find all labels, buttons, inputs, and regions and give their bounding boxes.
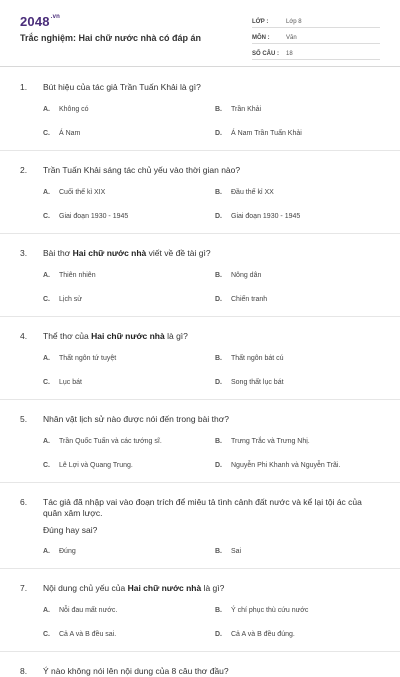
option-letter: D.: [215, 378, 222, 386]
option-text: Sai: [231, 547, 242, 555]
question-text-part: là gì?: [164, 331, 188, 341]
meta-value: 18: [286, 51, 293, 57]
option-text: Đầu thế kỉ XX: [231, 188, 274, 196]
option-letter: D.: [215, 212, 222, 220]
option-text: Chiến tranh: [231, 295, 268, 303]
question-number: 5.: [20, 414, 28, 424]
answer-option[interactable]: [215, 128, 375, 138]
option-text: Thất ngôn tứ tuyệt: [59, 354, 117, 362]
option-text: Nông dân: [231, 271, 262, 279]
question-item: [0, 569, 400, 652]
answer-option[interactable]: [43, 546, 215, 556]
header-divider: [0, 66, 400, 67]
question-text: [0, 483, 400, 519]
question-text: [0, 400, 400, 425]
question-text-bold: Hai chữ nước nhà: [72, 248, 147, 258]
answer-option[interactable]: [215, 436, 375, 446]
question-text: [0, 569, 400, 594]
answer-option[interactable]: [215, 377, 375, 387]
question-item: [0, 317, 400, 400]
question-text: [0, 317, 400, 342]
option-text: Cả A và B đều sai.: [59, 630, 117, 638]
question-subtext: Đúng hay sai?: [43, 525, 98, 535]
option-letter: B.: [215, 606, 222, 614]
answer-option[interactable]: [43, 629, 215, 639]
question-item: [0, 483, 400, 569]
option-text: Lục bát: [59, 378, 82, 386]
answer-options: [0, 535, 400, 556]
question-item: [0, 151, 400, 234]
option-letter: C.: [43, 212, 50, 220]
question-text: [0, 151, 400, 176]
answer-option[interactable]: [215, 294, 375, 304]
question-number: 4.: [20, 331, 28, 341]
option-text: Nỗi đau mất nước.: [59, 606, 118, 614]
option-letter: D.: [215, 129, 222, 137]
question-text-part: Trần Tuấn Khải sáng tác chủ yếu vào thời gian nào?: [43, 165, 241, 175]
option-text: Cả A và B đều đúng.: [231, 630, 295, 638]
question-text: [0, 68, 400, 93]
option-text: Song thất lục bát: [231, 378, 284, 386]
option-letter: D.: [215, 630, 222, 638]
option-letter: B.: [215, 188, 222, 196]
option-text: Thiên nhiên: [59, 271, 96, 279]
answer-option[interactable]: [215, 629, 375, 639]
option-text: Trần Khải: [231, 105, 262, 113]
option-letter: C.: [43, 630, 50, 638]
question-number: 7.: [20, 583, 28, 593]
answer-option[interactable]: [43, 294, 215, 304]
option-text: Thất ngôn bát cú: [231, 354, 284, 362]
option-letter: A.: [43, 547, 50, 555]
meta-key: LỚP :: [252, 19, 269, 25]
question-number: 2.: [20, 165, 28, 175]
option-text: Giai đoạn 1930 - 1945: [59, 212, 129, 220]
answer-option[interactable]: [215, 546, 375, 556]
question-text: [0, 234, 400, 259]
answer-option[interactable]: [43, 211, 215, 221]
answer-option[interactable]: [43, 104, 215, 114]
option-letter: B.: [215, 437, 222, 445]
question-number: 8.: [20, 666, 28, 676]
question-text-part: là gì?: [201, 583, 225, 593]
question-item: [0, 652, 400, 677]
meta-key: MÔN :: [252, 35, 270, 41]
answer-option[interactable]: [215, 104, 375, 114]
option-text: Ý chí phục thù cứu nước: [231, 606, 309, 614]
option-letter: C.: [43, 461, 50, 469]
logo-text: 2048: [20, 14, 50, 29]
answer-options: [0, 259, 400, 304]
option-letter: A.: [43, 354, 50, 362]
site-logo[interactable]: [20, 14, 60, 29]
answer-options: [0, 176, 400, 221]
option-text: Trưng Trắc và Trưng Nhị.: [231, 437, 310, 445]
question-list: [0, 68, 400, 677]
question-text-part: Nội dung chủ yếu của: [43, 583, 128, 593]
option-letter: A.: [43, 271, 50, 279]
page-header: [0, 0, 400, 64]
option-letter: A.: [43, 606, 50, 614]
question-text-part: Thể thơ của: [43, 331, 92, 341]
question-text-part: Ý nào không nói lên nội dung của 8 câu thơ đầu?: [43, 666, 229, 676]
question-text: [0, 652, 400, 677]
question-number: 3.: [20, 248, 28, 258]
question-number: 6.: [20, 497, 28, 507]
option-letter: D.: [215, 295, 222, 303]
option-letter: B.: [215, 354, 222, 362]
answer-option[interactable]: [215, 270, 375, 280]
answer-options: [0, 93, 400, 138]
option-letter: A.: [43, 188, 50, 196]
meta-key: SỐ CÂU :: [252, 51, 279, 57]
answer-options: [0, 425, 400, 470]
answer-option[interactable]: [215, 187, 375, 197]
question-number: 1.: [20, 82, 28, 92]
logo-suffix: .vn: [50, 14, 61, 20]
quiz-meta: [252, 12, 380, 60]
answer-option[interactable]: [215, 460, 375, 470]
option-text: Á Nam Trần Tuấn Khải: [231, 129, 302, 137]
option-letter: C.: [43, 129, 50, 137]
answer-option[interactable]: [215, 211, 375, 221]
answer-options: [0, 342, 400, 387]
quiz-title: Trắc nghiệm: Hai chữ nước nhà có đáp án: [20, 33, 201, 43]
meta-value: Lớp 8: [286, 19, 302, 25]
question-item: [0, 400, 400, 483]
meta-value: Văn: [286, 35, 297, 41]
option-letter: B.: [215, 271, 222, 279]
option-text: Trần Quốc Tuấn và các tướng sĩ.: [59, 437, 162, 445]
question-text-part: viết về đề tài gì?: [146, 248, 211, 258]
option-letter: A.: [43, 437, 50, 445]
question-text-bold: Hai chữ nước nhà: [91, 331, 165, 341]
answer-option[interactable]: [215, 605, 375, 615]
answer-option[interactable]: [43, 605, 215, 615]
meta-row: [252, 12, 380, 28]
option-text: Không có: [59, 105, 89, 113]
option-text: Lịch sử: [59, 295, 82, 303]
question-text-part: Bút hiệu của tác giả Trần Tuấn Khải là gì?: [43, 82, 201, 92]
option-letter: C.: [43, 378, 50, 386]
option-text: Lê Lợi và Quang Trung.: [59, 461, 133, 469]
option-letter: D.: [215, 461, 222, 469]
option-text: Á Nam: [59, 129, 81, 137]
meta-row: [252, 44, 380, 60]
question-text-bold: Hai chữ nước nhà: [127, 583, 202, 593]
question-text-part: Nhân vật lịch sử nào được nói đến trong bài thơ?: [43, 414, 230, 424]
question-item: [0, 234, 400, 317]
option-text: Đúng: [59, 547, 76, 555]
option-text: Giai đoạn 1930 - 1945: [231, 212, 301, 220]
option-text: Cuối thế kỉ XIX: [59, 188, 106, 196]
question-text-part: Bài thơ: [43, 248, 73, 258]
meta-row: [252, 28, 380, 44]
question-text-part: Tác giả đã nhập vai vào đoạn trích để miêu tả tình cảnh đất nước và kể lại tội ác của quân xâm lược.: [43, 497, 362, 518]
answer-option[interactable]: [43, 270, 215, 280]
answer-options: [0, 594, 400, 639]
answer-option[interactable]: [43, 436, 215, 446]
answer-option[interactable]: [43, 377, 215, 387]
answer-option[interactable]: [43, 187, 215, 197]
option-letter: B.: [215, 547, 222, 555]
option-letter: B.: [215, 105, 222, 113]
option-letter: C.: [43, 295, 50, 303]
option-letter: A.: [43, 105, 50, 113]
answer-option[interactable]: [215, 353, 375, 363]
option-text: Nguyễn Phi Khanh và Nguyễn Trãi.: [231, 461, 341, 469]
answer-option[interactable]: [43, 128, 215, 138]
question-item: [0, 68, 400, 151]
answer-option[interactable]: [43, 460, 215, 470]
answer-option[interactable]: [43, 353, 215, 363]
